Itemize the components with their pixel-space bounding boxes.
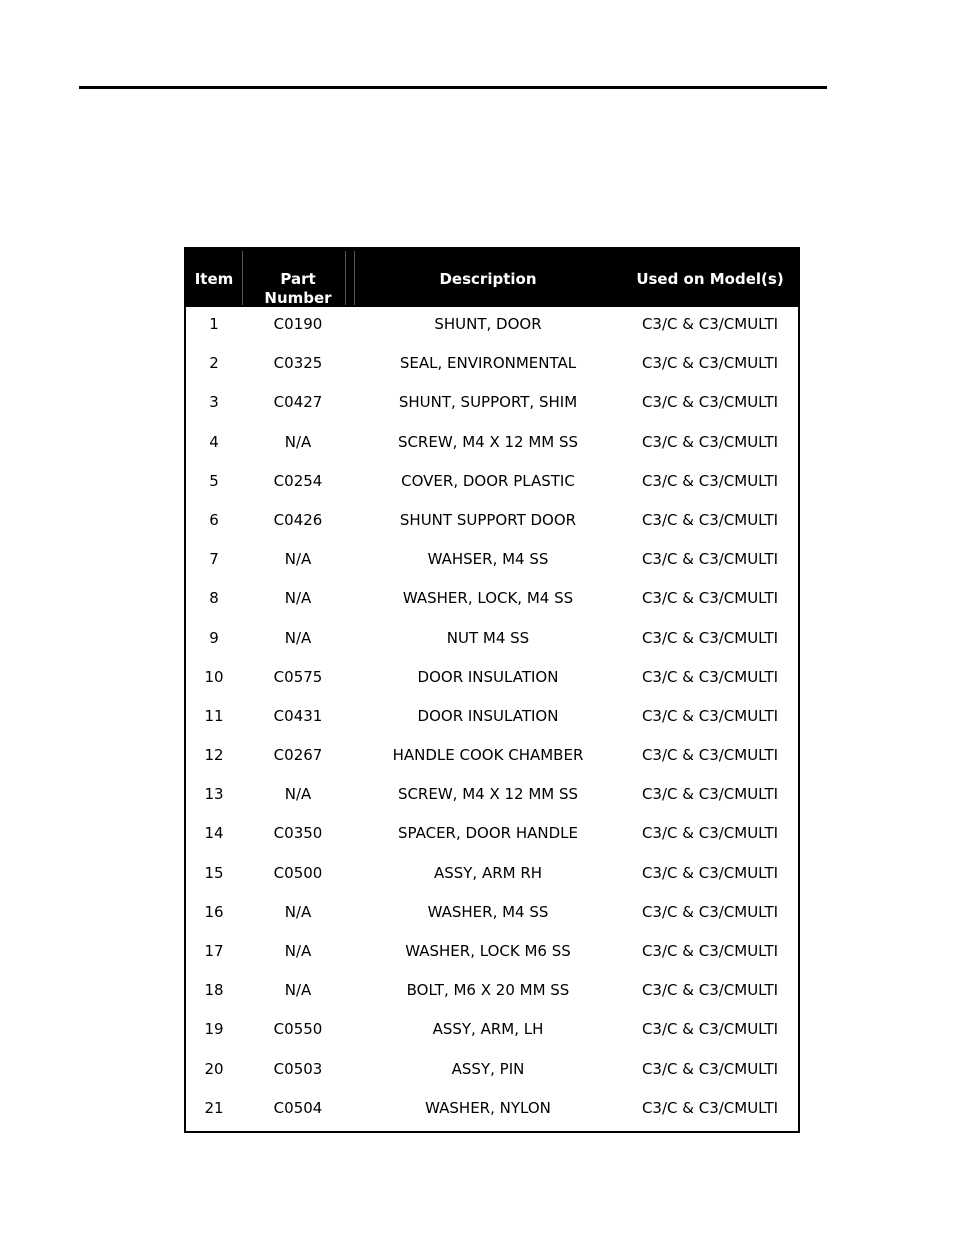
table-row: [186, 581, 798, 620]
cell-item: 11: [204, 706, 224, 725]
cell-part-number: N/A: [284, 785, 312, 804]
cell-description: SCREW, M4 X 12 MM SS: [397, 785, 579, 804]
cell-used-on-models: C3/C & C3/CMULTI: [641, 902, 779, 921]
table-row: [186, 464, 798, 503]
header-separator: [345, 251, 346, 305]
cell-used-on-models: C3/C & C3/CMULTI: [641, 589, 779, 608]
cell-item: 13: [204, 785, 224, 804]
parts-table: [184, 247, 800, 1133]
cell-description: SPACER, DOOR HANDLE: [397, 824, 578, 843]
table-row: [186, 1091, 798, 1130]
header-part-line1: Part: [280, 270, 316, 288]
cell-part-number: N/A: [284, 628, 312, 647]
cell-part-number: N/A: [284, 432, 312, 451]
table-row: [186, 816, 798, 855]
table-row: [186, 895, 798, 934]
cell-part-number: C0325: [273, 354, 323, 373]
cell-used-on-models: C3/C & C3/CMULTI: [641, 785, 779, 804]
header-part-line2: Number: [264, 289, 332, 307]
cell-used-on-models: C3/C & C3/CMULTI: [641, 628, 779, 647]
cell-part-number: C0427: [273, 393, 323, 412]
cell-description: WAHSER, M4 SS: [427, 550, 549, 569]
cell-used-on-models: C3/C & C3/CMULTI: [641, 550, 779, 569]
cell-used-on-models: C3/C & C3/CMULTI: [641, 1059, 779, 1078]
cell-used-on-models: C3/C & C3/CMULTI: [641, 863, 779, 882]
cell-used-on-models: C3/C & C3/CMULTI: [641, 354, 779, 373]
table-row: [186, 660, 798, 699]
table-row: [186, 973, 798, 1012]
cell-used-on-models: C3/C & C3/CMULTI: [641, 315, 779, 333]
cell-item: 20: [204, 1059, 224, 1078]
table-row: [186, 738, 798, 777]
cell-used-on-models: C3/C & C3/CMULTI: [641, 667, 779, 686]
cell-item: 9: [209, 628, 219, 647]
cell-part-number: N/A: [284, 981, 312, 1000]
cell-description: DOOR INSULATION: [417, 706, 559, 725]
cell-used-on-models: C3/C & C3/CMULTI: [641, 393, 779, 412]
cell-description: WASHER, LOCK M6 SS: [405, 942, 571, 960]
cell-description: NUT M4 SS: [446, 628, 530, 647]
cell-part-number: C0190: [273, 315, 323, 333]
table-row: [186, 934, 798, 973]
cell-item: 15: [204, 863, 224, 882]
table-body: [186, 307, 798, 1130]
cell-item: 4: [209, 432, 219, 451]
cell-used-on-models: C3/C & C3/CMULTI: [641, 746, 779, 765]
cell-used-on-models: C3/C & C3/CMULTI: [641, 471, 779, 490]
header-description: Description: [439, 270, 537, 288]
cell-description: BOLT, M6 X 20 MM SS: [406, 981, 570, 1000]
cell-item: 21: [204, 1098, 224, 1117]
cell-description: COVER, DOOR PLASTIC: [401, 471, 575, 490]
cell-part-number: C0500: [273, 863, 323, 882]
cell-description: SHUNT, SUPPORT, SHIM: [398, 393, 578, 412]
table-row: [186, 856, 798, 895]
cell-used-on-models: C3/C & C3/CMULTI: [641, 942, 779, 960]
cell-used-on-models: C3/C & C3/CMULTI: [641, 510, 779, 529]
cell-item: 6: [209, 510, 219, 529]
cell-description: WASHER, LOCK, M4 SS: [402, 589, 574, 608]
cell-item: 16: [204, 902, 224, 921]
cell-item: 1: [209, 315, 219, 333]
cell-part-number: C0426: [273, 510, 323, 529]
cell-used-on-models: C3/C & C3/CMULTI: [641, 981, 779, 1000]
cell-item: 5: [209, 471, 219, 490]
table-row: [186, 307, 798, 346]
cell-item: 18: [204, 981, 224, 1000]
cell-part-number: C0254: [273, 471, 323, 490]
header-used-on-models: Used on Model(s): [636, 270, 784, 288]
cell-part-number: N/A: [284, 942, 312, 960]
cell-description: HANDLE COOK CHAMBER: [392, 746, 584, 765]
cell-description: ASSY, ARM RH: [433, 863, 543, 882]
table-row: [186, 385, 798, 424]
cell-item: 14: [204, 824, 224, 843]
cell-description: ASSY, PIN: [451, 1059, 525, 1078]
cell-part-number: N/A: [284, 589, 312, 608]
table-row: [186, 777, 798, 816]
cell-item: 2: [209, 354, 219, 373]
cell-used-on-models: C3/C & C3/CMULTI: [641, 1098, 779, 1117]
table-row: [186, 542, 798, 581]
cell-item: 19: [204, 1020, 224, 1039]
cell-item: 17: [204, 942, 224, 960]
cell-used-on-models: C3/C & C3/CMULTI: [641, 1020, 779, 1039]
cell-item: 10: [204, 667, 224, 686]
cell-item: 12: [204, 746, 224, 765]
cell-part-number: C0504: [273, 1098, 323, 1117]
cell-used-on-models: C3/C & C3/CMULTI: [641, 432, 779, 451]
cell-description: WASHER, M4 SS: [427, 902, 549, 921]
table-row: [186, 621, 798, 660]
header-part-number: [242, 270, 354, 308]
cell-description: SHUNT SUPPORT DOOR: [399, 510, 577, 529]
cell-description: SCREW, M4 X 12 MM SS: [397, 432, 579, 451]
table-row: [186, 346, 798, 385]
top-rule-divider: [79, 86, 827, 89]
cell-used-on-models: C3/C & C3/CMULTI: [641, 706, 779, 725]
cell-part-number: C0575: [273, 667, 323, 686]
cell-description: WASHER, NYLON: [425, 1098, 551, 1117]
cell-item: 3: [209, 393, 219, 412]
cell-part-number: C0267: [273, 746, 323, 765]
cell-part-number: C0350: [273, 824, 323, 843]
table-row: [186, 699, 798, 738]
table-row: [186, 1052, 798, 1091]
cell-part-number: C0431: [273, 706, 323, 725]
cell-description: SEAL, ENVIRONMENTAL: [399, 354, 577, 373]
cell-description: ASSY, ARM, LH: [432, 1020, 544, 1039]
cell-description: DOOR INSULATION: [417, 667, 559, 686]
cell-part-number: N/A: [284, 550, 312, 569]
table-row: [186, 1012, 798, 1051]
cell-used-on-models: C3/C & C3/CMULTI: [641, 824, 779, 843]
cell-part-number: C0550: [273, 1020, 323, 1039]
cell-part-number: C0503: [273, 1059, 323, 1078]
table-row: [186, 425, 798, 464]
table-row: [186, 503, 798, 542]
cell-item: 8: [209, 589, 219, 608]
header-item: Item: [194, 270, 234, 288]
cell-item: 7: [209, 550, 219, 569]
cell-part-number: N/A: [284, 902, 312, 921]
table-header-row: [186, 249, 798, 307]
cell-description: SHUNT, DOOR: [434, 315, 542, 333]
